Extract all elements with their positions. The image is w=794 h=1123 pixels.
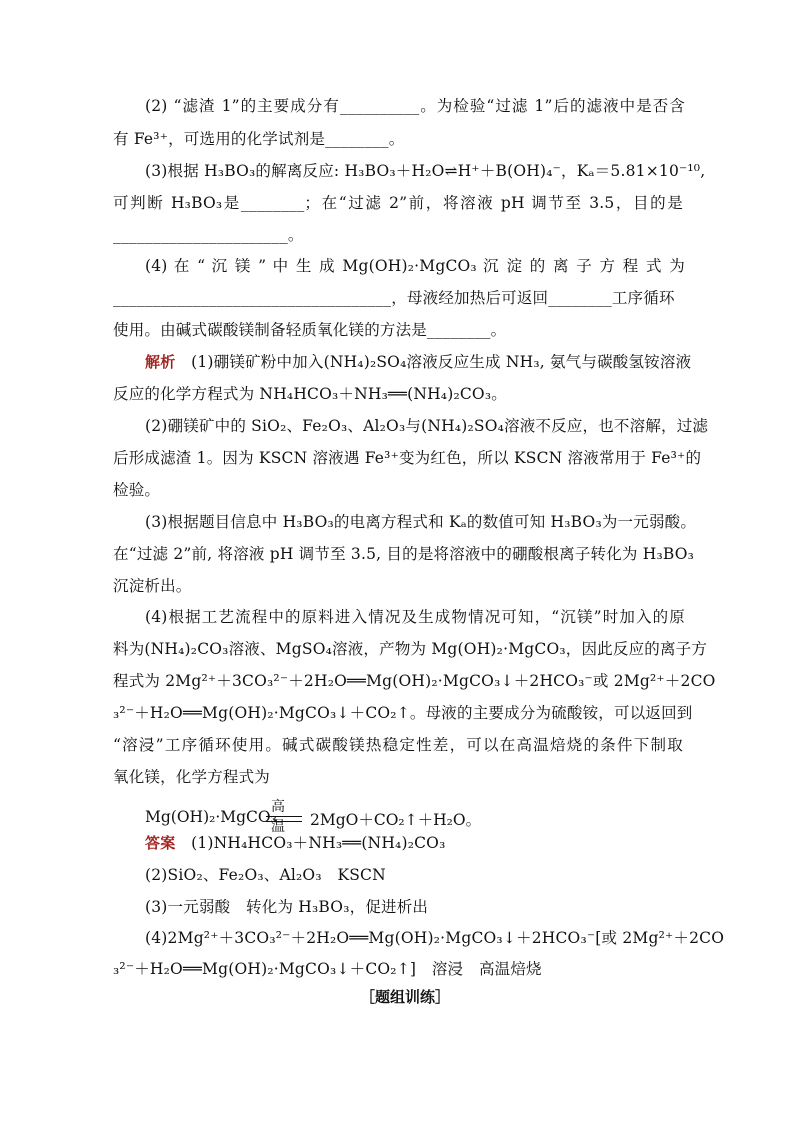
question-4-line-1: (4) 在 “ 沉 镁 ” 中 生 成 Mg(OH)₂·MgCO₃ 沉 淀 的 离 子 方 程 式 为 — [145, 257, 685, 275]
analysis-2-line-1: (2)硼镁矿中的 SiO₂、Fe₂O₃、Al₂O₃与(NH₄)₂SO₄溶液不反应，也不溶解，过滤 — [145, 417, 709, 435]
question-3-line-1: (3)根据 H₃BO₃的解离反应: H₃BO₃＋H₂O⇌H⁺＋B(OH)₄⁻，Kₐ＝5.81×10⁻¹⁰, — [145, 162, 706, 180]
answer-3: (3)一元弱酸 转化为 H₃BO₃，促进析出 — [145, 898, 429, 916]
analysis-4-line-6: 氧化镁，化学方程式为 — [113, 768, 271, 786]
condition-high-temp: 高温 — [271, 799, 285, 835]
analysis-4-line-4: ₃²⁻＋H₂O══Mg(OH)₂·MgCO₃↓＋CO₂↑。母液的主要成分为硫酸铵，可以返回到 — [113, 704, 693, 722]
analysis-4-line-2: 料为(NH₄)₂CO₃溶液、MgSO₄溶液，产物为 Mg(OH)₂·MgCO₃，因此反应的离子方 — [113, 640, 708, 658]
question-2-line-1: (2) “滤渣 1”的主要成分有__________。为检验“过滤 1”后的滤液中是否含 — [145, 97, 685, 115]
question-4-line-2: ___________________________________，母液经加热后可返回________工序循环 — [113, 289, 675, 307]
answer-4-line-1: (4)2Mg²⁺＋3CO₃²⁻＋2H₂O══Mg(OH)₂·MgCO₃↓＋2HCO₃⁻[或 2Mg²⁺＋2CO — [145, 929, 725, 947]
analysis-4-line-3: 程式为 2Mg²⁺＋3CO₃²⁻＋2H₂O══Mg(OH)₂·MgCO₃↓＋2HCO₃⁻或 2Mg²⁺＋2CO — [113, 672, 716, 690]
formula-reactant: Mg(OH)₂·MgCO₃ — [145, 808, 277, 826]
question-3-line-3: ______________________。 — [113, 226, 304, 244]
analysis-4-line-1: (4)根据工艺流程中的原料进入情况及生成物情况可知，“沉镁”时加入的原 — [145, 608, 685, 626]
analysis-3-line-1: (3)根据题目信息中 H₃BO₃的电离方程式和 Kₐ的数值可知 H₃BO₃为一元弱酸。 — [145, 513, 697, 531]
answer-1 — [145, 833, 685, 853]
question-3-line-2: 可判断 H₃BO₃是________；在“过滤 2”前，将溶液 pH 调节至 3.5，目的是 — [113, 194, 683, 212]
answer-2: (2)SiO₂、Fe₂O₃、Al₂O₃ KSCN — [145, 866, 386, 884]
analysis-3-line-3: 沉淀析出。 — [113, 577, 192, 595]
analysis-1-text: (1)硼镁矿粉中加入(NH₄)₂SO₄溶液反应生成 NH₃, 氨气与碳酸氢铵溶液 — [191, 353, 692, 371]
question-2-line-2: 有 Fe³⁺，可选用的化学试剂是________。 — [113, 130, 405, 148]
answer-label: 答案 — [145, 834, 176, 852]
analysis-3-line-2: 在“过滤 2”前, 将溶液 pH 调节至 3.5, 目的是将溶液中的硼酸根离子转化为 H₃BO₃ — [113, 545, 695, 563]
analysis-2-line-2: 后形成滤渣 1。因为 KSCN 溶液遇 Fe³⁺变为红色，所以 KSCN 溶液常用于 Fe³⁺的 — [113, 449, 702, 467]
section-heading-exercise: ［题组训练］ — [360, 988, 451, 1006]
formula-products: 2MgO＋CO₂↑＋H₂O。 — [310, 811, 482, 829]
question-4-line-3: 使用。由碱式碳酸镁制备轻质氧化镁的方法是________。 — [113, 321, 507, 339]
analysis-label: 解析 — [145, 353, 176, 371]
answer-1-text: (1)NH₄HCO₃＋NH₃══(NH₄)₂CO₃ — [191, 834, 446, 852]
answer-4-line-2: ₃²⁻＋H₂O══Mg(OH)₂·MgCO₃↓＋CO₂↑] 溶浸 高温焙烧 — [113, 960, 542, 978]
analysis-4-line-5: “溶浸”工序循环使用。碱式碳酸镁热稳定性差，可以在高温焙烧的条件下制取 — [113, 736, 683, 754]
analysis-2-line-3: 检验。 — [113, 481, 161, 499]
analysis-1-line-2: 反应的化学方程式为 NH₄HCO₃＋NH₃══(NH₄)₂CO₃。 — [113, 385, 507, 403]
analysis-1-line-1 — [145, 352, 692, 372]
